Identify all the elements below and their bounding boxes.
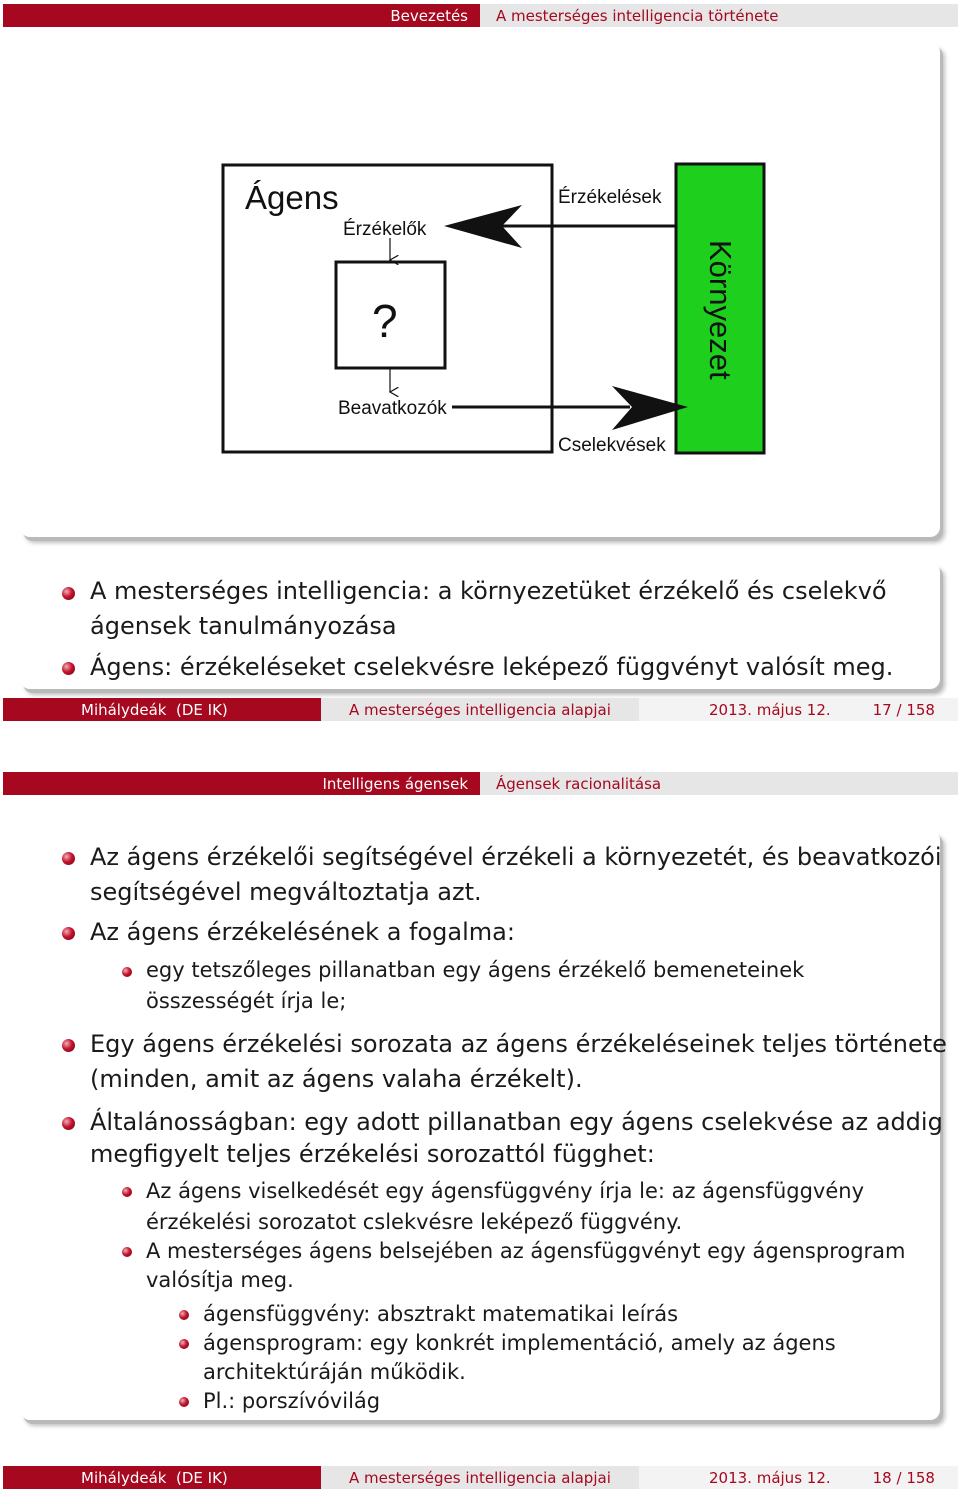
sensors-label: Érzékelők bbox=[343, 219, 427, 240]
bullet-text-line2: ágensek tanulmányozása bbox=[90, 612, 397, 640]
b4s2a-line1: ágensfüggvény: absztrakt matematikai leírás bbox=[203, 1302, 679, 1326]
bullet-icon bbox=[62, 587, 75, 600]
header-subsection-label: A mesterséges intelligencia története bbox=[496, 6, 779, 25]
sub-sub-bullet-icon bbox=[179, 1310, 189, 1320]
b2s1-line2: összességét írja le; bbox=[146, 989, 347, 1013]
bullet-icon bbox=[62, 852, 75, 865]
footer-page-number: 18 / 158 bbox=[872, 1468, 935, 1487]
sub-sub-bullet-icon bbox=[179, 1339, 189, 1349]
footer-date-page bbox=[639, 1466, 958, 1489]
bullet-icon bbox=[62, 1039, 75, 1052]
header-subsection[interactable] bbox=[480, 772, 958, 795]
bullet-icon bbox=[62, 662, 75, 675]
sub-bullet-icon bbox=[122, 1187, 132, 1197]
b2-line1: Az ágens érzékelésének a fogalma: bbox=[90, 918, 515, 946]
diagram-block bbox=[20, 42, 940, 537]
header-section[interactable] bbox=[3, 4, 480, 27]
footer-course[interactable]: A mesterséges intelligencia alapjai bbox=[321, 1466, 639, 1489]
header-section-label: Intelligens ágensek bbox=[322, 774, 468, 793]
footer-date: 2013. május 12. bbox=[709, 700, 831, 719]
footer-author[interactable]: Mihálydeák (DE IK) bbox=[3, 698, 321, 721]
environment-label: Környezet bbox=[703, 240, 738, 380]
b4-line1: Általánosságban: egy adott pillanatban egy ágens cselekvése az addig bbox=[90, 1108, 943, 1136]
b4s2b-line1: ágensprogram: egy konkrét implementáció, amely az ágens bbox=[203, 1331, 836, 1355]
sub-sub-bullet-icon bbox=[179, 1397, 189, 1407]
bullet-block-1 bbox=[20, 562, 940, 689]
b4s1-line2: érzékelési sorozatot cslekvésre leképező függvény. bbox=[146, 1210, 683, 1234]
question-mark: ? bbox=[372, 295, 398, 347]
b4s2c-line1: Pl.: porszívóvilág bbox=[203, 1389, 381, 1413]
b3-line1: Egy ágens érzékelési sorozata az ágens érzékeléseinek teljes története bbox=[90, 1030, 947, 1058]
b4s2-line2: valósítja meg. bbox=[146, 1268, 294, 1292]
slide1-footer bbox=[3, 698, 958, 721]
footer-page-number: 17 / 158 bbox=[872, 700, 935, 719]
b4s2b-line2: architektúráján működik. bbox=[203, 1360, 466, 1384]
bullet-icon bbox=[62, 927, 75, 940]
agent-label: Ágens bbox=[245, 179, 339, 216]
header-subsection-label: Ágensek racionalitása bbox=[496, 774, 662, 793]
actions-label: Cselekvések bbox=[558, 435, 666, 456]
footer-author[interactable]: Mihálydeák (DE IK) bbox=[3, 1466, 321, 1489]
bullet-text-line1: A mesterséges intelligencia: a környezetüket érzékelő és cselekvő bbox=[90, 577, 887, 605]
slide1-header bbox=[3, 4, 958, 27]
footer-course[interactable]: A mesterséges intelligencia alapjai bbox=[321, 698, 639, 721]
header-subsection[interactable] bbox=[480, 4, 958, 27]
bullet-text-line1: Ágens: érzékeléseket cselekvésre leképező függvényt valósít meg. bbox=[90, 653, 894, 681]
b4-line2: megfigyelt teljes érzékelési sorozattól függhet: bbox=[90, 1140, 655, 1168]
b4s1-line1: Az ágens viselkedését egy ágensfüggvény írja le: az ágensfüggvény bbox=[146, 1179, 864, 1203]
sub-bullet-icon bbox=[122, 1247, 132, 1257]
effectors-label: Beavatkozók bbox=[338, 398, 447, 419]
b1-line2: segítségével megváltoztatja azt. bbox=[90, 878, 482, 906]
footer-date-page bbox=[639, 698, 958, 721]
slide2-header bbox=[3, 772, 958, 795]
b1-line1: Az ágens érzékelői segítségével érzékeli a környezetét, és beavatkozói bbox=[90, 843, 942, 871]
agent-environment-diagram bbox=[20, 42, 940, 537]
b2s1-line1: egy tetszőleges pillanatban egy ágens érzékelő bemeneteinek bbox=[146, 958, 805, 982]
percepts-label: Érzékelések bbox=[558, 187, 662, 208]
b3-line2: (minden, amit az ágens valaha érzékelt). bbox=[90, 1065, 583, 1093]
bullet-icon bbox=[62, 1117, 75, 1130]
header-section[interactable] bbox=[3, 772, 480, 795]
footer-date: 2013. május 12. bbox=[709, 1468, 831, 1487]
b4s2-line1: A mesterséges ágens belsejében az ágensfüggvényt egy ágensprogram bbox=[146, 1239, 906, 1263]
content-block bbox=[20, 830, 947, 1420]
sub-bullet-icon bbox=[122, 967, 132, 977]
slide2-footer bbox=[3, 1466, 958, 1489]
header-section-label: Bevezetés bbox=[390, 6, 468, 25]
